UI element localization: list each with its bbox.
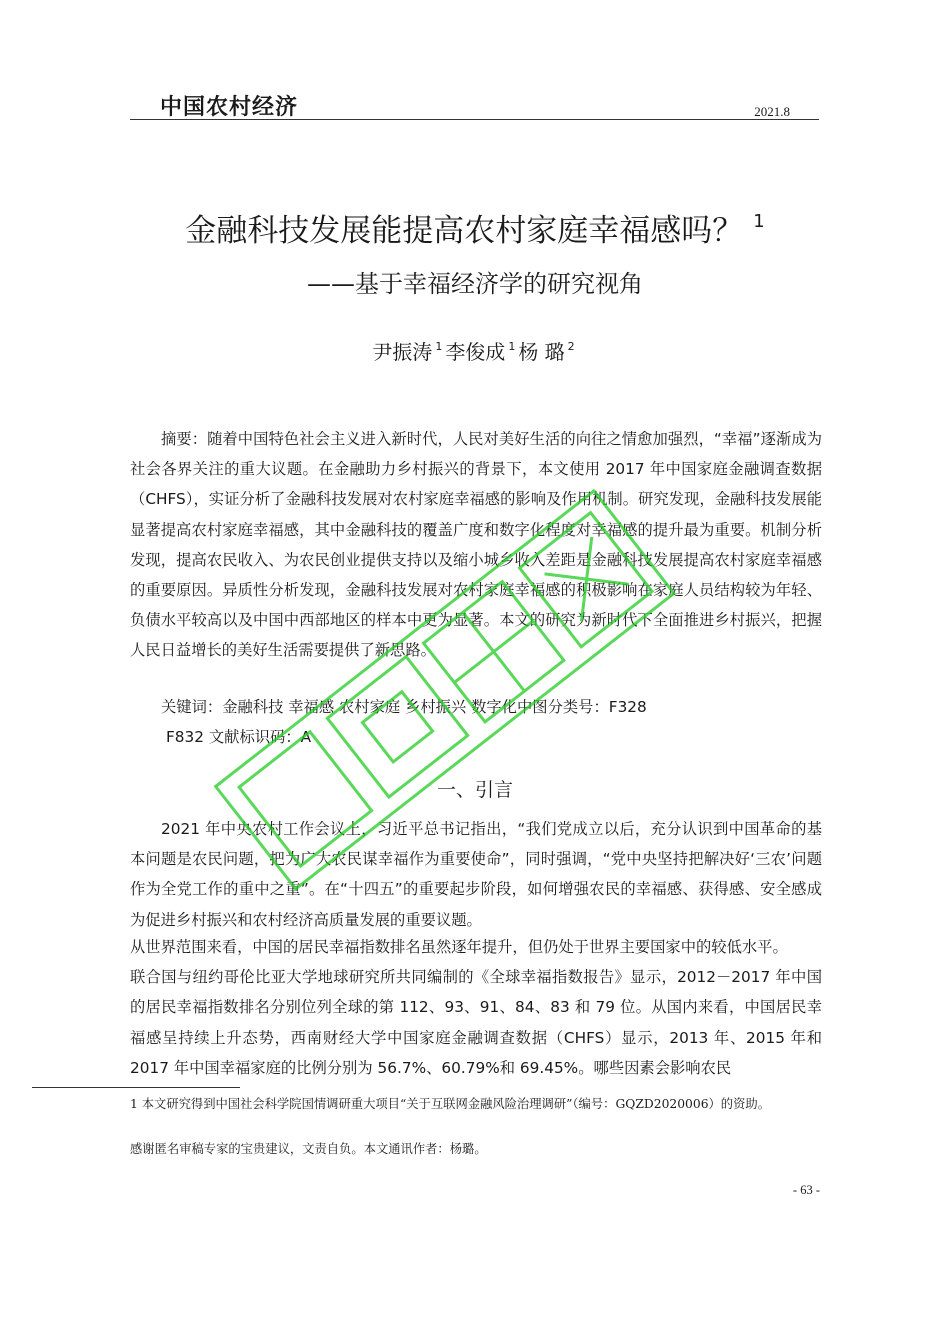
footnote-funding: 1 本文研究得到中国社会科学院国情调研重大项目“关于互联网金融风险治理调研”（编号：GQZD2020006）的资助。 bbox=[130, 1097, 770, 1111]
paper-subtitle: ——基于幸福经济学的研究视角 bbox=[307, 270, 643, 298]
header-rule bbox=[130, 119, 819, 120]
journal-name: 中国农村经济 bbox=[160, 94, 299, 120]
paragraph-first-line: 从世界范围来看，中国的居民幸福指数排名虽然逐年提升，但仍处于世界主要国家中的较低水平。 bbox=[130, 938, 788, 956]
abstract-text: 摘要：随着中国特色社会主义进入新时代，人民对美好生活的向往之情愈加强烈，“幸福”逐渐成为社会各界关注的重大议题。在金融助力乡村振兴的背景下，本文使用 2017 年中国家庭金融调查数据（CHFS），实证分析了金融科技发展对农村家庭幸福感的影响及作用机制。研究发现，金融科技发展能显著提高农村家庭幸福感，其中金融科技的覆盖广度和数字化程度对幸福感的提升最为重要。机制分析发现，提高农民收入、为农民创业提供支持以及缩小城乡收入差距是金融科技发展提高农村家庭幸福感的重要原因。异质性分析发现，金融科技发展对农村家庭幸福感的积极影响在家庭人员结构较为年轻、负债水平较高以及中国中西部地区的样本中更为显著。本文的研究为新时代下全面推进乡村振兴，把握人民日益增长的美好生活需要提供了新思路。 bbox=[130, 430, 822, 660]
keywords-line: 关键词：金融科技 幸福感 农村家庭 乡村振兴 数字化中图分类号：F328 bbox=[161, 698, 647, 716]
author-name: 李俊成 bbox=[445, 340, 506, 364]
page-number: - 63 - bbox=[792, 1183, 820, 1197]
title-footnote-marker: 1 bbox=[753, 211, 765, 232]
author-affiliation: 1 bbox=[435, 340, 443, 353]
author-affiliation: 1 bbox=[508, 340, 516, 353]
body-paragraph-2 bbox=[130, 932, 822, 1083]
footnote-acknowledgement: 感谢匿名审稿专家的宝贵建议，文责自负。本文通讯作者：杨璐。 bbox=[130, 1142, 487, 1156]
abstract bbox=[130, 424, 822, 666]
author-affiliation: 2 bbox=[567, 340, 575, 353]
author-name: 杨 璐 bbox=[518, 340, 565, 364]
title-text: 金融科技发展能提高农村家庭幸福感吗？ bbox=[185, 213, 744, 249]
author-name: 尹振涛 bbox=[372, 340, 433, 364]
classification-line: F832 文献标识码：A bbox=[166, 728, 312, 747]
issue-number: 2021.8 bbox=[754, 104, 790, 119]
body-paragraph-1 bbox=[130, 814, 822, 935]
paper-title bbox=[0, 205, 950, 250]
footnote-rule bbox=[32, 1087, 240, 1088]
paragraph-text: 2021 年中央农村工作会议上，习近平总书记指出，“我们党成立以后，充分认识到中国革命的基本问题是农民问题，把为广大农民谋幸福作为重要使命”，同时强调，“党中央坚持把解决好‘三农’问题作为全党工作的重中之重”。在“十四五”的重要起步阶段，如何增强农民的幸福感、获得感、安全感成为促进乡村振兴和农村经济高质量发展的重要议题。 bbox=[130, 820, 822, 929]
author-list bbox=[0, 336, 950, 365]
section-heading: 一、引言 bbox=[436, 779, 513, 801]
keywords bbox=[130, 692, 822, 752]
paragraph-text: 联合国与纽约哥伦比亚大学地球研究所共同编制的《全球幸福指数报告》显示，2012－2017 年中国的居民幸福指数排名分别位列全球的第 112、93、91、84、83 和 79 位。从国内来看，中国居民幸福感呈持续上升态势，西南财经大学中国家庭金融调查数据（CHFS）显示，2013 年、2015 年和 2017 年中国幸福家庭的比例分别为 56.7%、60.79%和 69.45%。哪些因素会影响农民 bbox=[130, 968, 822, 1077]
